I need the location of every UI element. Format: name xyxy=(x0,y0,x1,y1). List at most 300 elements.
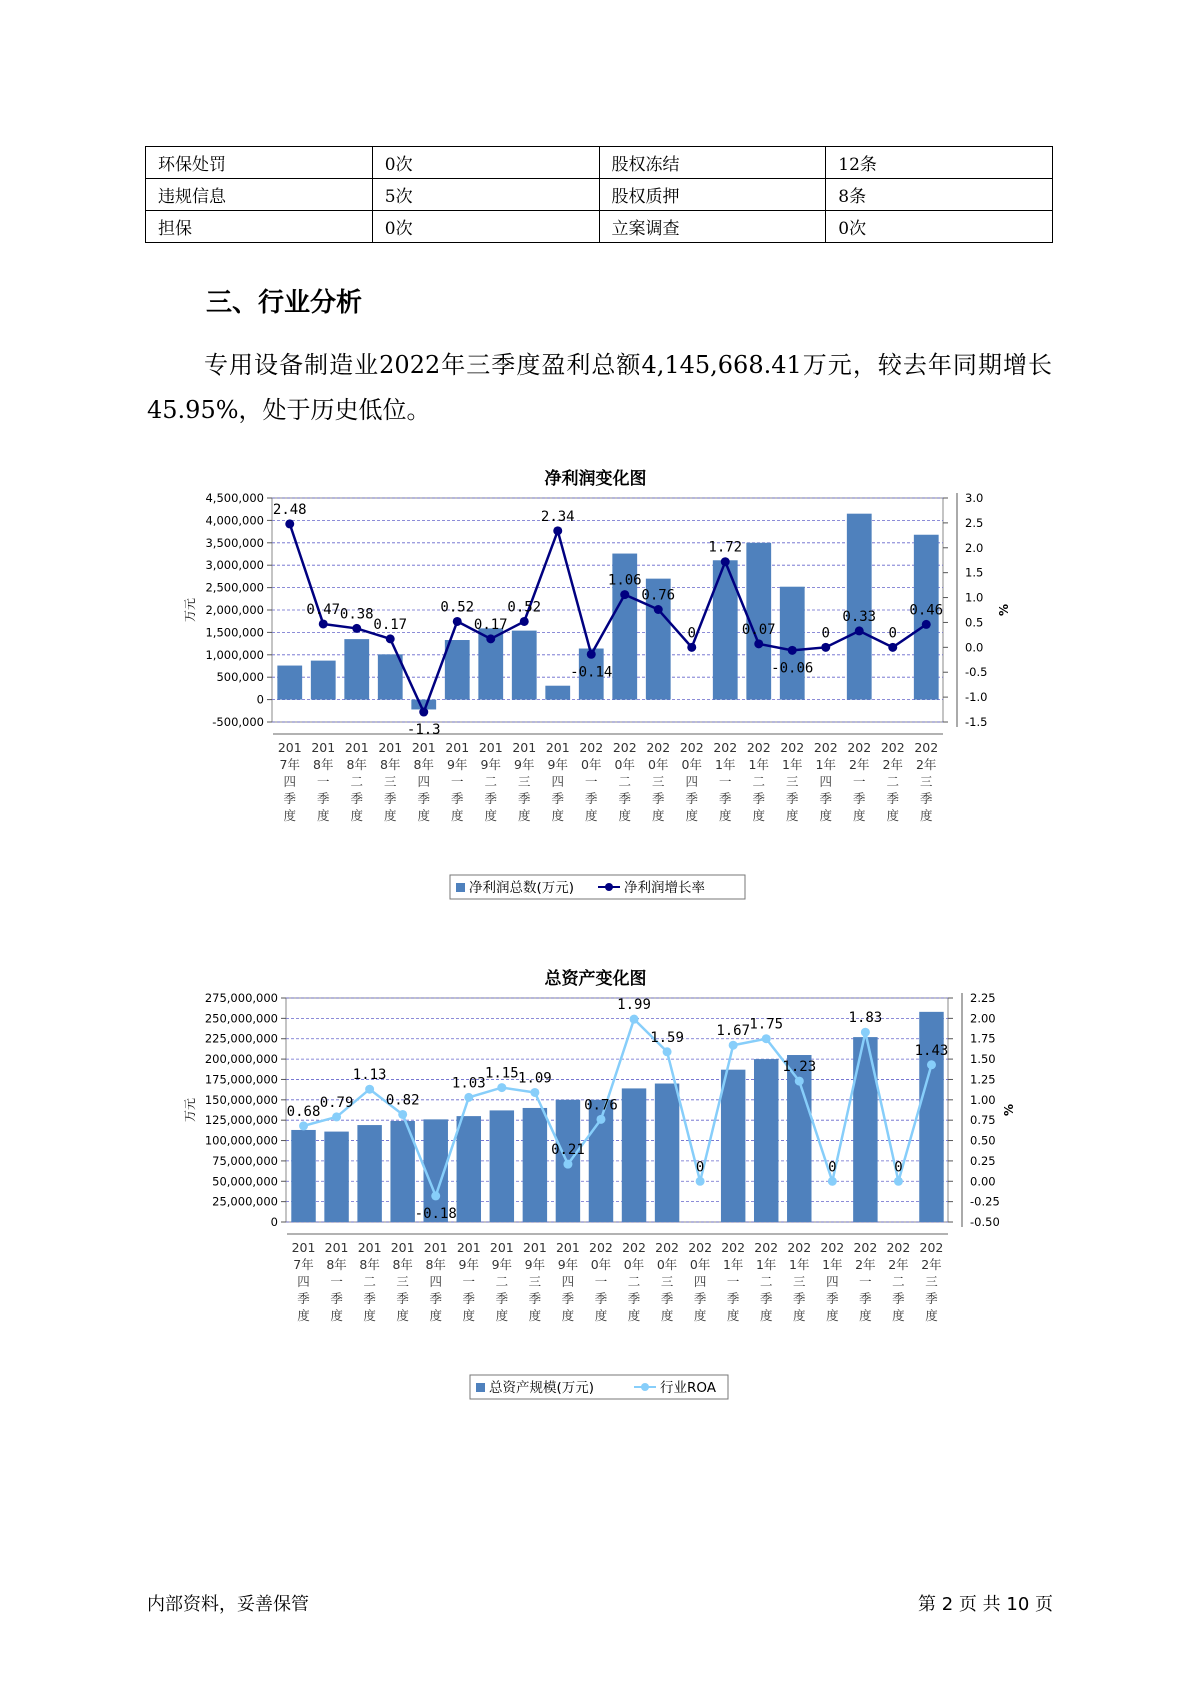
footer-note: 内部资料，妥善保管 xyxy=(147,1594,309,1615)
y-tick-label: 0 xyxy=(270,1215,278,1229)
x-tick-label: 202 xyxy=(853,1240,878,1255)
bar xyxy=(721,1070,745,1222)
x-tick-label: 季 xyxy=(859,1291,872,1306)
y-tick-label: 200,000,000 xyxy=(204,1052,278,1067)
line-point xyxy=(431,1191,440,1200)
x-tick-label: 201 xyxy=(423,1240,448,1255)
y-tick-label: 275,000,000 xyxy=(204,991,278,1005)
x-tick-label: 四 xyxy=(685,774,699,789)
x-tick-label: 四 xyxy=(819,774,833,789)
x-tick-label: 0年 xyxy=(689,1257,711,1272)
x-tick-label: 2年 xyxy=(849,757,870,772)
x-tick-label: 9年 xyxy=(557,1257,579,1272)
legend-bar-label: 净利润总数(万元) xyxy=(469,880,575,896)
x-tick-label: 四 xyxy=(826,1274,839,1289)
data-label: 1.75 xyxy=(749,1016,784,1033)
x-tick-label: 度 xyxy=(462,1308,476,1323)
bar xyxy=(754,1059,778,1222)
x-tick-label: 度 xyxy=(330,1308,343,1323)
x-tick-label: 0年 xyxy=(623,1257,645,1272)
table-cell: 0次 xyxy=(826,211,1053,243)
data-label: 0.33 xyxy=(842,608,877,625)
x-tick-label: 1年 xyxy=(822,1257,843,1272)
x-tick-label: 季 xyxy=(350,791,364,806)
x-tick-label: 季 xyxy=(651,791,665,806)
line-point xyxy=(352,624,361,633)
table-cell: 0次 xyxy=(372,147,599,179)
line-point xyxy=(888,643,897,652)
data-label: 1.59 xyxy=(650,1029,684,1046)
x-tick-label: 季 xyxy=(886,791,900,806)
x-tick-label: 8年 xyxy=(392,1257,413,1272)
x-tick-label: 1年 xyxy=(815,757,836,772)
x-tick-label: 三 xyxy=(660,1274,674,1289)
y-tick-label: 225,000,000 xyxy=(204,1031,278,1046)
line-point xyxy=(788,646,797,655)
data-label: 0.07 xyxy=(741,621,776,638)
line-point xyxy=(596,1115,605,1124)
data-label: 0 xyxy=(695,1159,705,1176)
x-tick-label: 2年 xyxy=(916,757,937,772)
data-label: 0 xyxy=(821,625,830,642)
x-tick-label: 季 xyxy=(819,791,833,806)
line-point xyxy=(285,519,294,528)
y2-tick-label: 2.00 xyxy=(970,1011,996,1026)
x-tick-label: 三 xyxy=(396,1274,409,1289)
x-tick-label: 二 xyxy=(886,774,900,789)
y-tick-label: 25,000,000 xyxy=(212,1194,278,1209)
net-profit-chart xyxy=(170,490,1050,910)
bar xyxy=(324,1132,348,1222)
y-axis-title: 万元 xyxy=(183,597,197,623)
data-label: 1.15 xyxy=(484,1065,519,1082)
x-tick-label: 四 xyxy=(551,774,565,789)
total-assets-chart xyxy=(170,990,1050,1410)
data-label: 0.52 xyxy=(440,599,475,616)
x-tick-label: 2年 xyxy=(882,757,903,772)
y-axis-title: 万元 xyxy=(183,1097,197,1123)
x-tick-label: 度 xyxy=(584,808,598,823)
x-tick-label: 季 xyxy=(396,1291,409,1306)
x-tick-label: 7年 xyxy=(279,757,300,772)
x-tick-label: 季 xyxy=(785,791,799,806)
y2-tick-label: 2.0 xyxy=(965,540,984,555)
x-tick-label: 度 xyxy=(618,808,632,823)
y2-tick-label: 0.0 xyxy=(965,640,984,655)
line-point xyxy=(587,650,596,659)
bar xyxy=(277,666,302,700)
legend-bar-swatch xyxy=(456,883,465,892)
x-tick-label: 一 xyxy=(852,774,866,789)
x-tick-label: 0年 xyxy=(648,757,669,772)
page-number: 第 2 页 共 10 页 xyxy=(918,1594,1053,1615)
x-tick-label: 201 xyxy=(411,740,436,755)
x-tick-label: 季 xyxy=(752,791,766,806)
data-label: 1.67 xyxy=(716,1023,751,1040)
y-tick-label: 4,500,000 xyxy=(205,491,264,505)
x-tick-label: 度 xyxy=(919,808,933,823)
x-tick-label: 201 xyxy=(277,740,302,755)
line-point xyxy=(762,1034,771,1043)
line-point xyxy=(332,1112,341,1121)
line-point xyxy=(754,639,763,648)
x-tick-label: 0年 xyxy=(681,757,702,772)
x-tick-label: 8年 xyxy=(380,757,401,772)
x-tick-label: 季 xyxy=(919,791,933,806)
data-label: -1.3 xyxy=(406,722,441,739)
data-label: 0.68 xyxy=(286,1103,321,1120)
y2-tick-label: -1.5 xyxy=(965,715,988,729)
x-tick-label: 202 xyxy=(688,1240,713,1255)
x-tick-label: 201 xyxy=(555,1240,580,1255)
y-tick-label: 3,000,000 xyxy=(205,558,264,573)
bar xyxy=(457,1116,481,1222)
x-tick-label: 季 xyxy=(429,1291,442,1306)
y-tick-label: 125,000,000 xyxy=(204,1113,278,1128)
x-tick-label: 季 xyxy=(561,1291,575,1306)
line-point xyxy=(365,1085,374,1094)
x-tick-label: 三 xyxy=(651,774,665,789)
bar xyxy=(545,686,570,700)
table-cell: 股权质押 xyxy=(599,179,826,211)
x-tick-label: 202 xyxy=(622,1240,646,1255)
line-point xyxy=(828,1177,837,1186)
line-point xyxy=(927,1060,936,1069)
line-point xyxy=(530,1088,539,1097)
y2-tick-label: 0.00 xyxy=(970,1174,996,1189)
x-tick-label: 202 xyxy=(579,740,604,755)
x-tick-label: 度 xyxy=(396,1308,409,1323)
x-tick-label: 度 xyxy=(363,1308,376,1323)
x-tick-label: 季 xyxy=(363,1291,376,1306)
line-point xyxy=(654,605,663,614)
x-tick-label: 202 xyxy=(880,740,905,755)
x-tick-label: 202 xyxy=(746,740,771,755)
x-tick-label: 季 xyxy=(417,791,431,806)
x-tick-label: 四 xyxy=(561,1274,575,1289)
x-tick-label: 度 xyxy=(726,1308,740,1323)
x-tick-label: 一 xyxy=(718,774,732,789)
x-tick-label: 季 xyxy=(826,1291,839,1306)
x-tick-label: 季 xyxy=(627,1291,641,1306)
x-tick-label: 二 xyxy=(627,1274,641,1289)
table-cell: 12条 xyxy=(826,147,1053,179)
x-tick-label: 度 xyxy=(627,1308,641,1323)
x-tick-label: 0年 xyxy=(581,757,602,772)
x-tick-label: 8年 xyxy=(413,757,434,772)
x-tick-label: 1年 xyxy=(715,757,736,772)
x-tick-label: 季 xyxy=(852,791,866,806)
x-tick-label: 202 xyxy=(646,740,671,755)
x-tick-label: 度 xyxy=(484,808,498,823)
legend-line-dot xyxy=(605,883,613,891)
bar xyxy=(523,1108,547,1222)
data-label: 1.13 xyxy=(352,1067,387,1084)
data-label: 0.38 xyxy=(339,606,374,623)
x-tick-label: 季 xyxy=(618,791,632,806)
x-tick-label: 度 xyxy=(651,808,665,823)
bar xyxy=(311,661,336,700)
x-tick-label: 二 xyxy=(495,1274,509,1289)
bar xyxy=(291,1130,315,1222)
x-tick-label: 8年 xyxy=(425,1257,446,1272)
legend-bar-label: 总资产规模(万元) xyxy=(489,1380,595,1396)
x-tick-label: 三 xyxy=(383,774,397,789)
x-tick-label: 三 xyxy=(785,774,799,789)
table-cell: 立案调查 xyxy=(599,211,826,243)
table-cell: 8条 xyxy=(826,179,1053,211)
x-tick-label: 度 xyxy=(429,1308,442,1323)
y2-tick-label: -1.0 xyxy=(965,690,988,705)
x-tick-label: 度 xyxy=(819,808,833,823)
data-label: 1.83 xyxy=(848,1010,883,1027)
y-tick-label: 2,000,000 xyxy=(205,603,264,617)
y2-tick-label: 3.0 xyxy=(965,491,984,505)
line-point xyxy=(821,643,830,652)
x-tick-label: 7年 xyxy=(293,1257,314,1272)
y2-tick-label: 1.75 xyxy=(970,1031,996,1046)
data-label: 1.09 xyxy=(518,1070,552,1087)
x-tick-label: 9年 xyxy=(514,757,535,772)
data-label: 1.03 xyxy=(451,1075,486,1092)
x-tick-label: 季 xyxy=(759,1291,773,1306)
x-tick-label: 201 xyxy=(357,1240,382,1255)
line-point xyxy=(398,1110,407,1119)
x-tick-label: 二 xyxy=(759,1274,773,1289)
x-tick-label: 8年 xyxy=(346,757,367,772)
data-label: 0.47 xyxy=(306,601,341,618)
x-tick-label: 度 xyxy=(561,1308,575,1323)
x-tick-label: 二 xyxy=(752,774,766,789)
data-label: 1.72 xyxy=(708,539,743,556)
bar xyxy=(847,514,872,700)
x-tick-label: 度 xyxy=(350,808,364,823)
x-tick-label: 季 xyxy=(383,791,397,806)
y2-tick-label: 0.75 xyxy=(970,1113,996,1128)
y2-tick-label: 1.00 xyxy=(970,1092,996,1107)
y-tick-label: -500,000 xyxy=(212,715,264,729)
x-tick-label: 9年 xyxy=(447,757,468,772)
y-tick-label: 500,000 xyxy=(216,670,264,685)
y2-tick-label: 0.5 xyxy=(965,615,984,630)
data-label: 2.48 xyxy=(272,501,307,518)
line-point xyxy=(630,1015,639,1024)
x-tick-label: 8年 xyxy=(313,757,334,772)
x-tick-label: 2年 xyxy=(855,1257,876,1272)
bar xyxy=(357,1125,381,1222)
x-tick-label: 季 xyxy=(660,1291,674,1306)
x-tick-label: 2年 xyxy=(921,1257,942,1272)
y-tick-label: 2,500,000 xyxy=(205,580,264,595)
x-tick-label: 8年 xyxy=(359,1257,380,1272)
x-tick-label: 202 xyxy=(754,1240,779,1255)
line-point xyxy=(464,1093,473,1102)
x-tick-label: 202 xyxy=(655,1240,680,1255)
x-tick-label: 季 xyxy=(495,1291,509,1306)
line-point xyxy=(453,617,462,626)
y2-tick-label: 1.0 xyxy=(965,590,984,605)
x-tick-label: 四 xyxy=(429,1274,442,1289)
x-tick-label: 二 xyxy=(484,774,498,789)
x-tick-label: 一 xyxy=(316,774,330,789)
x-tick-label: 度 xyxy=(495,1308,509,1323)
data-label: 0.46 xyxy=(909,602,944,619)
x-tick-label: 一 xyxy=(462,1274,476,1289)
x-tick-label: 季 xyxy=(925,1291,938,1306)
x-tick-label: 度 xyxy=(685,808,699,823)
chart2-title: 总资产变化图 xyxy=(544,969,647,989)
y2-axis-title: % xyxy=(1002,1103,1016,1117)
y2-tick-label: 2.5 xyxy=(965,515,984,530)
x-tick-label: 季 xyxy=(297,1291,310,1306)
analysis-paragraph: 专用设备制造业2022年三季度盈利总额4,145,668.41万元，较去年同期增长45.95%，处于历史低位。 xyxy=(147,351,1052,424)
line-point xyxy=(855,626,864,635)
x-tick-label: 二 xyxy=(892,1274,905,1289)
data-label: 0.82 xyxy=(385,1092,420,1109)
x-tick-label: 季 xyxy=(528,1291,542,1306)
bar xyxy=(378,654,403,699)
y-tick-label: 75,000,000 xyxy=(212,1153,278,1168)
bar xyxy=(780,587,805,700)
x-tick-label: 季 xyxy=(892,1291,905,1306)
x-tick-label: 度 xyxy=(925,1308,938,1323)
x-tick-label: 9年 xyxy=(458,1257,480,1272)
x-tick-label: 201 xyxy=(489,1240,514,1255)
x-tick-label: 季 xyxy=(330,1291,343,1306)
legend-bar-swatch xyxy=(476,1383,485,1392)
legend-line-label: 行业ROA xyxy=(660,1380,717,1396)
data-label: 0.52 xyxy=(507,599,542,616)
x-tick-label: 度 xyxy=(826,1308,839,1323)
x-tick-label: 201 xyxy=(291,1240,316,1255)
table-cell: 股权冻结 xyxy=(599,147,826,179)
line-point xyxy=(696,1177,705,1186)
x-tick-label: 度 xyxy=(528,1308,542,1323)
x-tick-label: 201 xyxy=(478,740,503,755)
legend-line-label: 净利润增长率 xyxy=(624,880,705,896)
data-label: 1.06 xyxy=(607,572,642,589)
x-tick-label: 四 xyxy=(283,774,297,789)
x-tick-label: 一 xyxy=(859,1274,872,1289)
x-tick-label: 0年 xyxy=(590,1257,612,1272)
x-tick-label: 1年 xyxy=(789,1257,810,1272)
x-tick-label: 季 xyxy=(517,791,531,806)
x-tick-label: 季 xyxy=(726,1291,740,1306)
data-label: -0.06 xyxy=(771,660,814,677)
x-tick-label: 202 xyxy=(886,1240,911,1255)
x-tick-label: 季 xyxy=(718,791,732,806)
line-point xyxy=(861,1028,870,1037)
x-tick-label: 度 xyxy=(886,808,900,823)
x-tick-label: 9年 xyxy=(480,757,501,772)
y-tick-label: 3,500,000 xyxy=(205,535,264,550)
data-label: 0.17 xyxy=(373,616,408,633)
x-tick-label: 202 xyxy=(847,740,872,755)
x-tick-label: 一 xyxy=(330,1274,343,1289)
bar xyxy=(344,639,369,699)
y2-tick-label: 1.25 xyxy=(970,1072,996,1087)
x-tick-label: 三 xyxy=(528,1274,542,1289)
y2-tick-label: -0.25 xyxy=(970,1194,1000,1209)
line-point xyxy=(721,557,730,566)
section-title: 三、行业分析 xyxy=(206,288,363,318)
data-label: 0 xyxy=(687,625,696,642)
y2-tick-label: -0.50 xyxy=(970,1215,1000,1229)
data-label: 0.76 xyxy=(584,1097,618,1114)
x-tick-label: 一 xyxy=(726,1274,740,1289)
x-tick-label: 季 xyxy=(450,791,464,806)
x-tick-label: 三 xyxy=(925,1274,938,1289)
x-tick-label: 度 xyxy=(594,1308,608,1323)
x-tick-label: 季 xyxy=(685,791,699,806)
line-point xyxy=(497,1083,506,1092)
x-tick-label: 度 xyxy=(892,1308,905,1323)
table-cell: 环保处罚 xyxy=(146,147,373,179)
data-label: 0.76 xyxy=(641,587,676,604)
x-tick-label: 1年 xyxy=(748,757,769,772)
data-label: 1.99 xyxy=(617,997,651,1014)
legend-line-dot xyxy=(641,1383,649,1391)
x-tick-label: 季 xyxy=(283,791,297,806)
data-label: 0.17 xyxy=(473,616,508,633)
x-tick-label: 202 xyxy=(589,1240,613,1255)
line-point xyxy=(419,708,428,717)
x-tick-label: 季 xyxy=(693,1291,707,1306)
x-tick-label: 202 xyxy=(787,1240,812,1255)
data-label: 0 xyxy=(894,1159,903,1176)
x-tick-label: 一 xyxy=(584,774,598,789)
line-point xyxy=(620,590,629,599)
x-tick-label: 度 xyxy=(297,1308,310,1323)
bar xyxy=(853,1037,877,1222)
x-tick-label: 四 xyxy=(297,1274,310,1289)
x-tick-label: 度 xyxy=(383,808,397,823)
x-tick-label: 季 xyxy=(594,1291,608,1306)
x-tick-label: 201 xyxy=(456,1240,481,1255)
x-tick-label: 度 xyxy=(283,808,297,823)
table-row xyxy=(146,147,1053,179)
x-tick-label: 三 xyxy=(793,1274,806,1289)
x-tick-label: 四 xyxy=(417,774,431,789)
x-tick-label: 度 xyxy=(785,808,799,823)
y2-tick-label: 1.5 xyxy=(965,565,984,580)
x-tick-label: 201 xyxy=(344,740,369,755)
line-point xyxy=(894,1177,903,1186)
x-tick-label: 0年 xyxy=(656,1257,678,1272)
y-tick-label: 4,000,000 xyxy=(205,513,264,528)
x-tick-label: 季 xyxy=(316,791,330,806)
data-label: 0.79 xyxy=(319,1094,354,1111)
x-tick-label: 度 xyxy=(759,1308,773,1323)
y-tick-label: 0 xyxy=(256,692,264,707)
data-label: 1.23 xyxy=(782,1059,817,1076)
x-tick-label: 202 xyxy=(780,740,805,755)
table-row xyxy=(146,179,1053,211)
x-tick-label: 一 xyxy=(450,774,464,789)
line-point xyxy=(922,620,931,629)
data-label: 0.21 xyxy=(551,1142,585,1159)
x-tick-label: 1年 xyxy=(755,1257,777,1272)
bar xyxy=(512,631,537,700)
y-tick-label: 1,000,000 xyxy=(205,647,264,662)
y-tick-label: 100,000,000 xyxy=(204,1133,278,1148)
line-point xyxy=(486,634,495,643)
x-tick-label: 202 xyxy=(612,740,637,755)
data-label: 1.43 xyxy=(914,1042,949,1059)
x-tick-label: 季 xyxy=(551,791,565,806)
bar xyxy=(655,1084,679,1222)
line-point xyxy=(687,643,696,652)
